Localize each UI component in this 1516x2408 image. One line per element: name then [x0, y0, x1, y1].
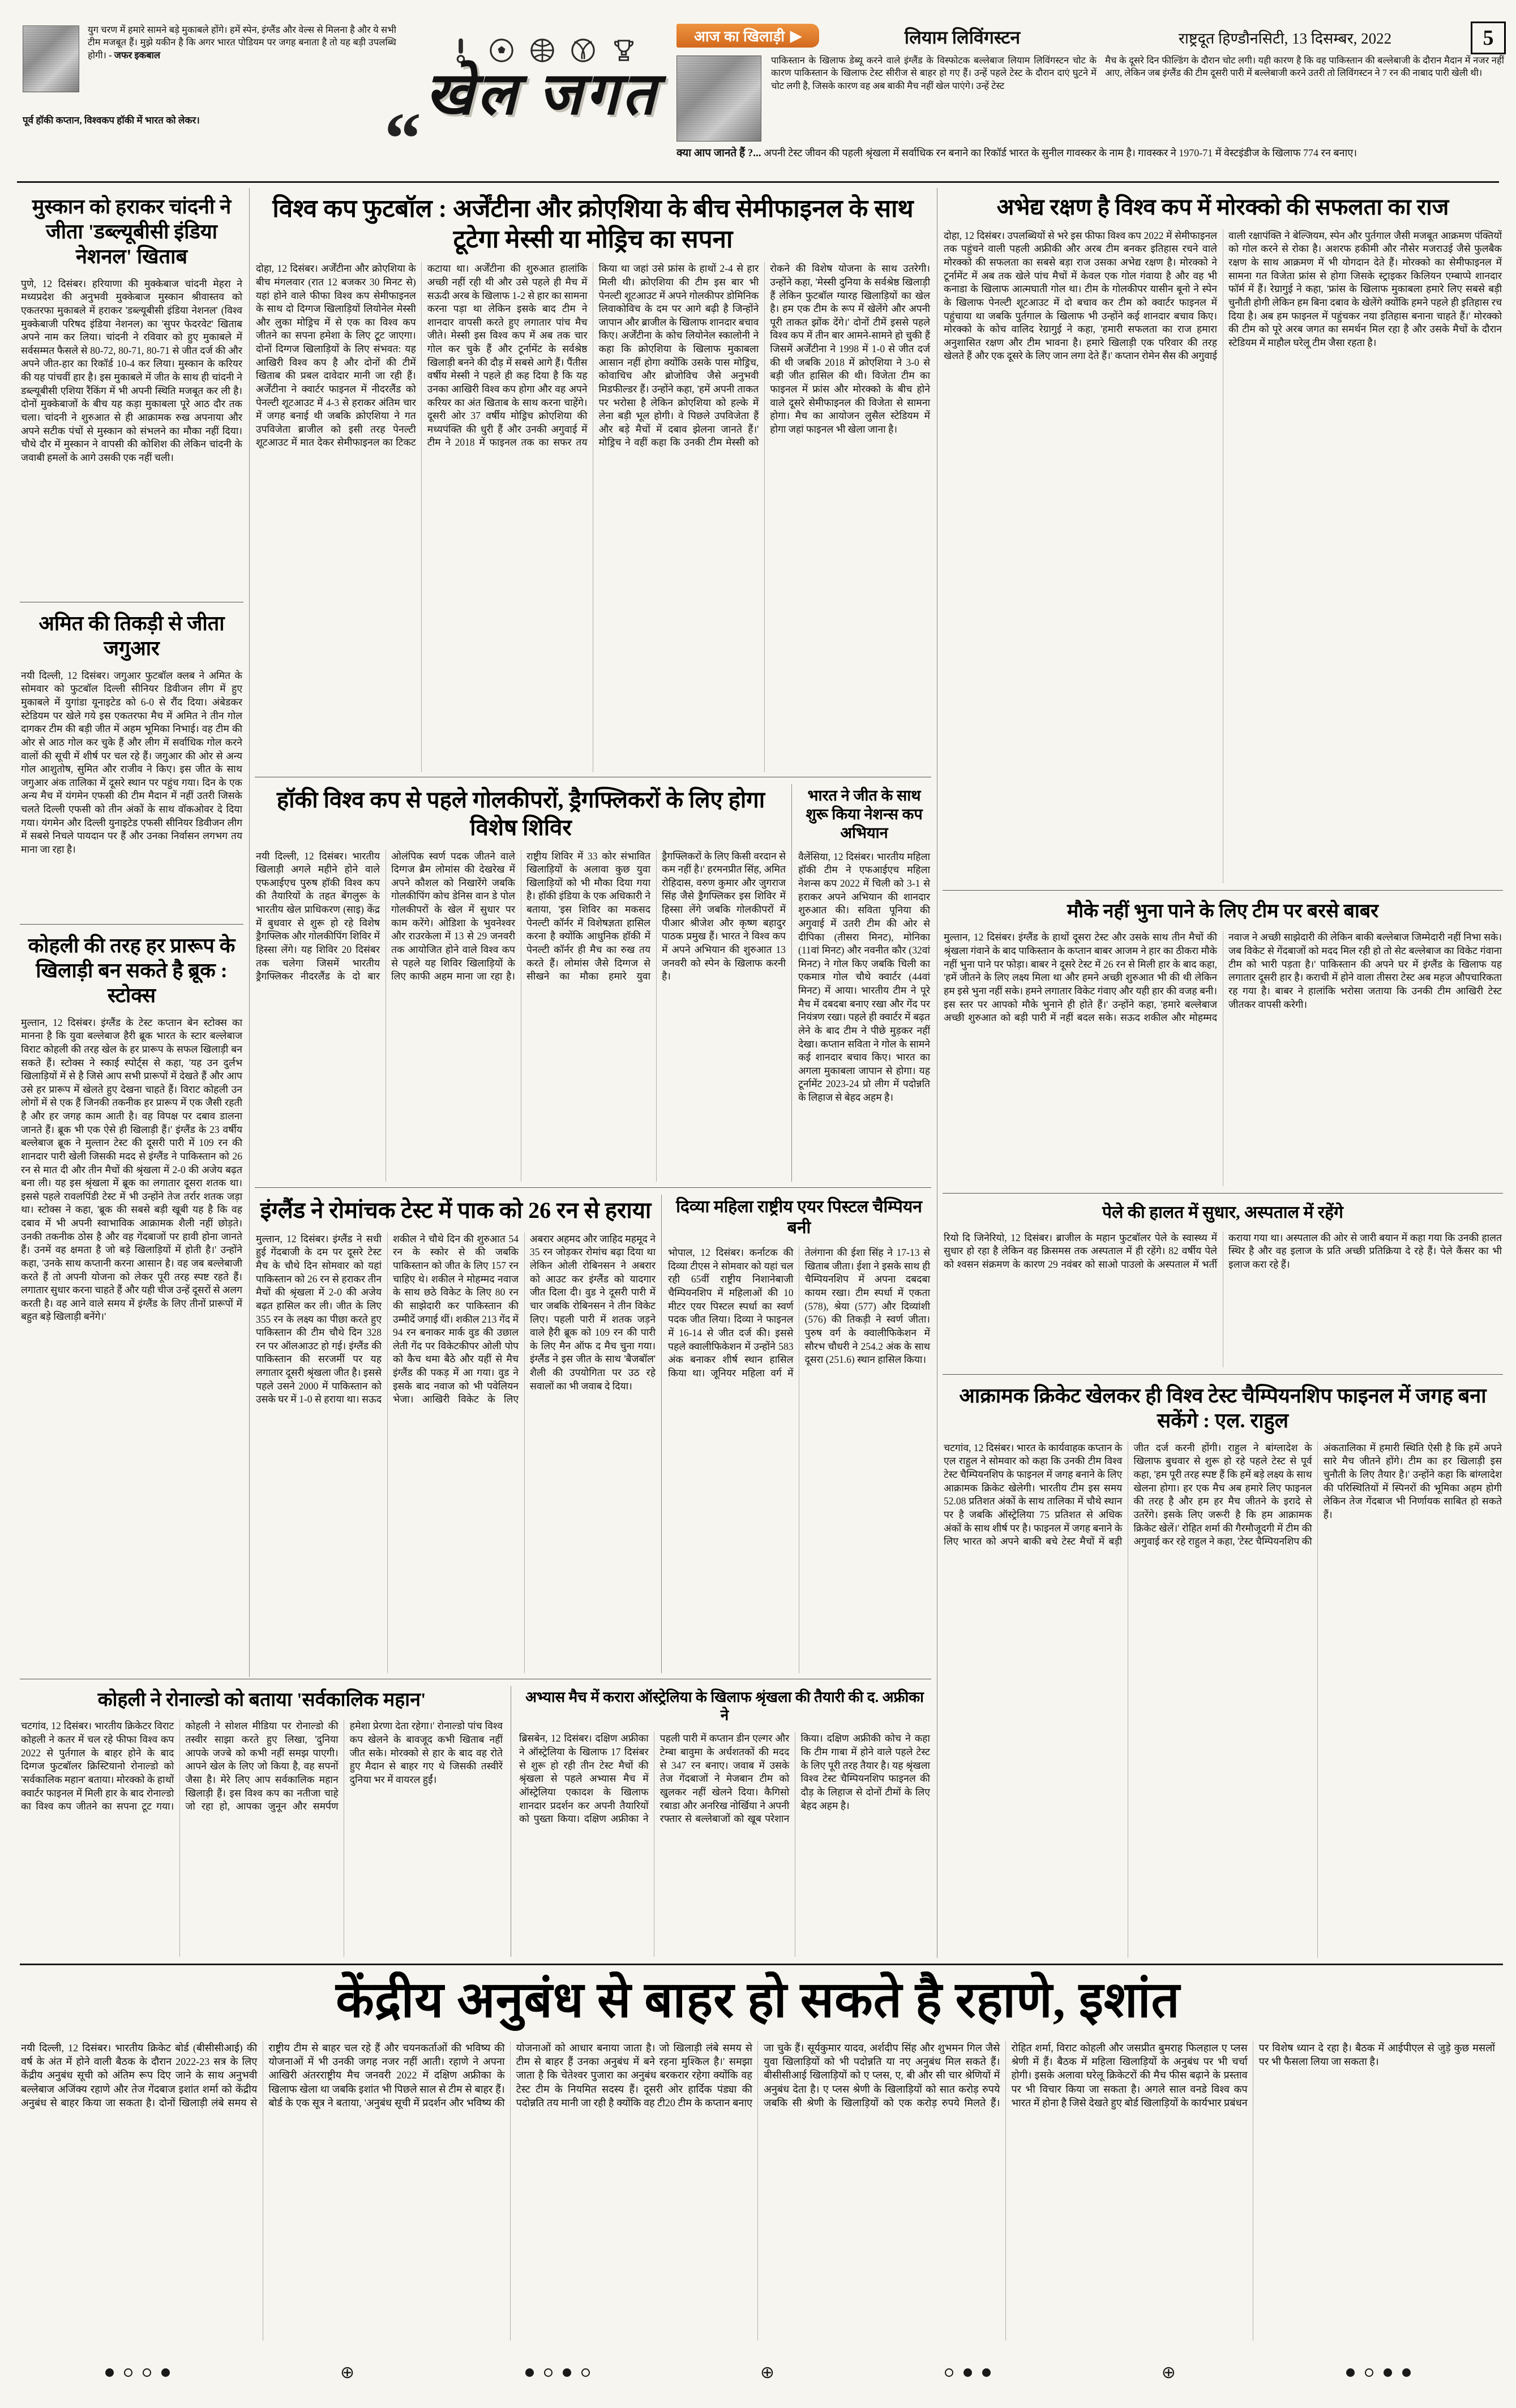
dot	[563, 2368, 571, 2377]
divider	[943, 890, 1503, 891]
basketball-icon	[529, 37, 555, 63]
article-body: मुल्तान, 12 दिसंबर। इंग्लैंड ने सधी हुई गेंदबाजी के दम पर दूसरे टेस्ट मैच के चौथे दिन सोमवार को यहां पाकिस्तान को 26 रन से हराकर तीन मैचों की श्रृंखला में 2-0 की अजेय बढ़त हासिल कर ली। जीत के लिए 355 रन के लक्ष्य का पीछा करते हुए पाकिस्तान की टीम चौथे दिन 328 रन पर ऑलआउट हो गई। इंग्लैंड की पाकिस्तान की सरजमीं पर यह लगातार दूसरी श्रृंखला जीत है। इससे पहले उसने 2000 में पाकिस्तान को उसके घर में 1-0 से हराया था। सऊद शकील ने चौथे दिन की शुरुआत 54 रन के स्कोर से की जबकि पाकिस्तान को जीत के लिए 157 रन चाहिए थे। शकील ने मोहम्मद नवाज के साथ छठे विकेट के लिए 80 रन की साझेदारी कर पाकिस्तान की उम्मीदें जगाई थीं। शकील 213 गेंद में 94 रन बनाकर मार्क वुड की उछाल लेती गेंद पर विकेटकीपर ओली पोप को कैच थमा बैठे और यहीं से मैच इंग्लैंड की पकड़ में आ गया। वुड ने इसके बाद नवाज को भी पवेलियन भेजा। आखिरी विकेट के लिए अबरार अहमद और जाहिद महमूद ने 35 रन जोड़कर रोमांच बढ़ा दिया था लेकिन ओली रोबिनसन ने अबरार को आउट कर इंग्लैंड को यादगार जीत दिला दी। वुड ने दूसरी पारी में चार जबकि रोबिनसन ने तीन विकेट लिए। पहली पारी में शतक जड़ने वाले हैरी ब्रूक को 109 रन की पारी के लिए मैन ऑफ द मैच चुना गया। इंग्लैंड ने इस जीत के साथ 'बैजबॉल' शैली की उपयोगिता पर उठ रहे सवालों का भी जवाब दे दिया।	[256, 1233, 656, 1405]
article-kohli-ronaldo	[20, 1686, 504, 1957]
article-headline: अभेद्य रक्षण है विश्व कप में मोरक्को की सफलता का राज	[996, 194, 1449, 220]
article-headline: कोहली की तरह हर प्रारूप के खिलाड़ी बन सकते है ब्रूक : स्टोक्स	[28, 934, 235, 1007]
article-body: नयी दिल्ली, 12 दिसंबर। जगुआर फुटबॉल क्लब ने अमित के सोमवार को फुटबॉल दिल्ली सीनियर डिवीजन लीग में हुए मुकाबले में युगांडा यूनाइटेड को 6-0 से रौंद दिया। अंबेडकर स्टेडियम पर खेले गये इस एकतरफा मैच में अमित ने तीन गोल दागकर टीम की बड़ी जीत में अहम भूमिका निभाई। वह टीम की ओर से आठ गोल कर चुके हैं और लीग में सर्वाधिक गोल करने वालों की सूची में शीर्ष पर चल रहे हैं। जगुआर की ओर से अन्य गोल आशुतोष, सुमित और राजीव ने किए। इस जीत के साथ जगुआर अंक तालिका में दूसरे स्थान पर पहुंच गया। दिन के एक अन्य मैच में यंगमेन एफसी की टीम मैदान में नहीं उतरी जिसके चलते दिल्ली एफसी को तीन अंकों के साथ वॉकओवर दे दिया गया। यंगमेन और दिल्ली युनाइटेड एफसी सीनियर डिवीजन लीग में सबसे निचले पायदान पर हैं और उनका निर्वासन लगभग तय माना जा रहा है।	[21, 669, 242, 855]
dot	[124, 2368, 132, 2377]
did-you-know-strip	[676, 146, 1504, 178]
article-england-pakistan-test	[255, 1195, 657, 1673]
article-body: दोहा, 12 दिसंबर। उपलब्धियों से भरे इस फीफा विश्व कप 2022 में सेमीफाइनल तक पहुंचने वाली पहली अफ्रीकी और अरब टीम बनकर इतिहास रचने वाले मोरक्को की सफलता का सबसे बड़ा राज उसका अभेद्य रक्षण है। मोरक्को ने टूर्नामेंट में अब तक खेले पांच मैचों में केवल एक गोल गंवाया है और वह भी कनाडा के खिलाफ आत्मघाती गोल था। टीम के गोलकीपर यासीन बूनो ने स्पेन के खिलाफ पेनल्टी शूटआउट में दो बचाव कर टीम को क्वार्टर फाइनल में पहुंचाया था जबकि पुर्तगाल के खिलाफ भी उन्होंने कई शानदार बचाव किए। मोरक्को के कोच वालिद रेग्रागुई ने कहा, 'हमारी सफलता का राज हमारा अनुशासित रक्षण और टीम भावना है। हमारे खिलाड़ी एक परिवार की तरह खेलते हैं और एक दूसरे के लिए जान लगा देते हैं।' कप्तान रोमेन सैस की अगुवाई वाली रक्षापंक्ति ने बेल्जियम, स्पेन और पुर्तगाल जैसी मजबूत आक्रमण पंक्तियों को गोल करने से रोका है। अशरफ हकीमी और नौसेर मजराउई जैसे फुलबैक रक्षण के साथ आक्रमण में भी योगदान देते हैं। मोरक्को का सेमीफाइनल में सामना गत विजेता फ्रांस से होगा जिसके स्ट्राइकर किलियन एम्बाप्पे शानदार फॉर्म में हैं। रेग्रागुई ने कहा, 'फ्रांस के खिलाफ मुकाबला हमारे लिए सबसे बड़ी चुनौती होगी लेकिन हम बिना दबाव के खेलेंगे क्योंकि हमने पहले ही इतिहास रच दिया है। अब हम फाइनल में पहुंचकर नया इतिहास बनाना चाहते हैं।' मोरक्को की टीम को पूरे अरब जगत का समर्थन मिल रहा है और उसके मैचों के दौरान स्टेडियम में माहौल घरेलू टीम जैसा रहता है।	[944, 229, 1502, 362]
football-icon	[489, 37, 515, 63]
footer-dot-group	[1346, 2368, 1411, 2377]
column-rule	[249, 188, 250, 1677]
article-south-africa-practice	[518, 1686, 931, 1957]
column-rule	[791, 784, 792, 1182]
article-headline: मुस्कान को हराकर चांदनी ने जीता 'डब्ल्यूबीसी इंडिया नेशनल' खिताब	[32, 195, 232, 268]
did-you-know-text: अपनी टेस्ट जीवन की पहली श्रृंखला में सर्वाधिक रन बनाने का रिकॉर्ड भारत के सुनील गावस्कर के नाम है। गावस्कर ने 1970-71 में वेस्टइंडीज के खिलाफ 774 रन बनाए।	[764, 147, 1357, 159]
divider	[943, 1193, 1503, 1194]
player-of-day-name: लियाम लिविंगस्टन	[904, 27, 1021, 48]
quote-block	[88, 24, 396, 109]
header-divider	[17, 181, 1499, 183]
masthead-title: खेल जगत	[425, 62, 659, 127]
player-of-day-text-1: पाकिस्तान के खिलाफ डेब्यू करने वाले इंग्लैंड के विस्फोटक बल्लेबाज लियाम लिविंगस्टन चोट के कारण पाकिस्तान के खिलाफ टेस्ट सीरीज से बाहर हो गए हैं। उन्हें पहले टेस्ट के दौरान दाएं घुटने में चोट लगी है, जिसके कारण वह अब बाकी मैच नहीं खेल पाएंगे। उन्हें टेस्ट	[771, 55, 1097, 91]
article-body: नयी दिल्ली, 12 दिसंबर। भारतीय क्रिकेट बोर्ड (बीसीसीआई) की वर्ष के अंत में होने वाली बैठक के दौरान 2022-23 सत्र के लिए केंद्रीय अनुबंध सूची को अंतिम रूप दिए जाने के साथ अनुभवी बल्लेबाज अजिंक्य रहाणे और तेज गेंदबाज इशांत शर्मा को केंद्रीय अनुबंध से बाहर किया जा सकता है। दोनों खिलाड़ी लंबे समय से राष्ट्रीय टीम से बाहर चल रहे हैं और चयनकर्ताओं की भविष्य की योजनाओं में भी उनकी जगह नजर नहीं आती। रहाणे ने अपना आखिरी अंतरराष्ट्रीय मैच जनवरी 2022 में दक्षिण अफ्रीका के खिलाफ खेला था जबकि इशांत भी पिछले साल से टीम से बाहर हैं। बोर्ड के एक सूत्र ने बताया, 'अनुबंध सूची में प्रदर्शन और भविष्य की योजनाओं को आधार बनाया जाता है। जो खिलाड़ी लंबे समय से टीम से बाहर हैं उनका अनुबंध में बने रहना मुश्किल है।' समझा जाता है कि चेतेश्वर पुजारा का अनुबंध बरकरार रहेगा क्योंकि वह टेस्ट टीम के नियमित सदस्य हैं। दूसरी ओर हार्दिक पंड्या की पदोन्नति तय मानी जा रही है क्योंकि वह टी20 टीम के कप्तान बनाए जा चुके हैं। सूर्यकुमार यादव, अर्शदीप सिंह और शुभमन गिल जैसे युवा खिलाड़ियों को भी पदोन्नति या नए अनुबंध मिल सकते हैं। बीसीसीआई खिलाड़ियों को ए प्लस, ए, बी और सी चार श्रेणियों में अनुबंध देता है। ए प्लस श्रेणी के खिलाड़ियों को सात करोड़ रुपये जबकि सी श्रेणी के खिलाड़ियों को एक करोड़ रुपये मिलते हैं। रोहित शर्मा, विराट कोहली और जसप्रीत बुमराह फिलहाल ए प्लस श्रेणी में हैं। बैठक में महिला खिलाड़ियों के अनुबंध पर भी चर्चा होगी। इसके अलावा घरेलू क्रिकेटरों की मैच फीस बढ़ाने के प्रस्ताव पर भी विचार किया जा सकता है। अगले साल वनडे विश्व कप भारत में होना है जिसे देखते हुए बोर्ड खिलाड़ियों के कार्यभार प्रबंधन पर विशेष ध्यान दे रहा है। बैठक में आईपीएल से जुड़े कुछ मसलों पर भी फैसला लिया जा सकता है।	[21, 2042, 1495, 2108]
quote-text: युग चरण में हमारे सामने बड़े मुकाबले होंगे। हमें स्पेन, इंग्लैंड और वेल्स से मिलना है और ये सभी टीम मजबूत हैं। मुझे यकीन है कि अगर भारत पोडियम पर जगह बनाता है तो यह बड़ी उपलब्धि होगी।	[88, 24, 396, 61]
article-headline: विश्व कप फुटबॉल : अर्जेंटीना और क्रोएशिया के बीच सेमीफाइनल के साथ टूटेगा मेस्सी या मोड्रिच का सपना	[272, 195, 914, 253]
article-headline: आक्रामक क्रिकेट खेलकर ही विश्व टेस्ट चैम्पियनशिप फाइनल में जगह बना सकेंगे : एल. राहुल	[959, 1384, 1487, 1432]
trophy-icon	[611, 37, 637, 63]
dot	[1384, 2368, 1392, 2377]
masthead	[384, 19, 674, 179]
dot	[1346, 2368, 1355, 2377]
footer-dot-group	[525, 2368, 590, 2377]
masthead-sports-icons	[410, 19, 674, 63]
divider	[943, 1374, 1503, 1375]
dot	[581, 2368, 590, 2377]
article-brook-stokes	[20, 931, 243, 1673]
dot	[963, 2368, 972, 2377]
article-nations-cup	[797, 784, 931, 1182]
article-chandni-boxing	[20, 193, 243, 599]
article-pele-health	[943, 1200, 1503, 1367]
did-you-know-label: क्या आप जानते हैं ?...	[676, 147, 761, 159]
article-headline: केंद्रीय अनुबंध से बाहर हो सकते है रहाणे, इशांत	[336, 1973, 1180, 2028]
registration-cross-icon: ⊕	[1161, 2362, 1176, 2383]
registration-cross-icon: ⊕	[760, 2362, 775, 2383]
tennis-ball-icon	[570, 37, 596, 63]
article-headline: कोहली ने रोनाल्डो को बताया 'सर्वकालिक महान'	[97, 1690, 426, 1710]
article-body: ब्रिसबेन, 12 दिसंबर। दक्षिण अफ्रीका ने ऑस्ट्रेलिया के खिलाफ 17 दिसंबर से शुरू हो रही तीन टेस्ट मैचों की श्रृंखला से पहले अभ्यास मैच में ऑस्ट्रेलिया एकादश के खिलाफ शानदार प्रदर्शन कर अपनी तैयारियों को पुख्ता किया। दक्षिण अफ्रीका ने पहली पारी में कप्तान डीन एल्गर और टेम्बा बावुमा के अर्धशतकों की मदद से 347 रन बनाए। जवाब में उसके तेज गेंदबाजों ने मेजबान टीम को खुलकर नहीं खेलने दिया। कैगिसो रबाडा और अनरिख नोर्खिया ने अपनी रफ्तार से बल्लेबाजों को खूब परेशान किया। दक्षिण अफ्रीकी कोच ने कहा कि टीम गाबा में होने वाले पहले टेस्ट के लिए पूरी तरह तैयार है। यह श्रृंखला विश्व टेस्ट चैम्पियनशिप फाइनल की दौड़ के लिहाज से दोनों टीमों के लिए बेहद अहम है।	[519, 1733, 930, 1825]
player-of-day-label-text: आज का खिलाड़ी	[693, 28, 785, 45]
article-headline: पेले की हालत में सुधार, अस्पताल में रहेंगे	[1102, 1203, 1343, 1222]
player-of-day-label	[676, 24, 819, 48]
quote-attribution: - जफर इकबाल	[108, 49, 161, 61]
dot	[161, 2368, 170, 2377]
registration-cross-icon: ⊕	[340, 2362, 355, 2383]
article-headline: भारत ने जीत के साथ शुरू किया नेशन्स कप अभियान	[806, 787, 923, 841]
article-kl-rahul-wtc	[943, 1382, 1503, 1958]
footer-registration-marks	[20, 2355, 1496, 2389]
article-body: मुल्तान, 12 दिसंबर। इंग्लैंड के टेस्ट कप्तान बेन स्टोक्स का मानना है कि युवा बल्लेबाज हैरी ब्रूक भारत के स्टार बल्लेबाज विराट कोहली की तरह खेल के हर प्रारूप के सफल खिलाड़ी बन सकते हैं। स्टोक्स ने स्काई स्पोर्ट्स से कहा, 'यह उन दुर्लभ खिलाड़ियों में से है जिसे आप सभी प्रारूपों में देखते हैं और आप उसे हर प्रारूप में खेलते हुए देखना चाहते हैं। विराट कोहली उन लोगों में से एक हैं जिनकी तकनीक हर प्रारूप में एक जैसी रहती है और हर जगह काम आती है। वह विपक्ष पर दबाव डालना जानते हैं। ब्रूक भी एक ऐसे ही खिलाड़ी हैं।' इंग्लैंड के 23 वर्षीय बल्लेबाज ब्रूक ने मुल्तान टेस्ट की दूसरी पारी में 109 रन की शानदार पारी खेली जिसकी मदद से इंग्लैंड ने पाकिस्तान को 26 रन से मात दी और तीन मैचों की श्रृंखला में 2-0 की अजेय बढ़त बना ली। यह इस श्रृंखला में ब्रूक का लगातार दूसरा शतक था। इससे पहले रावलपिंडी टेस्ट में भी उन्होंने तेज तर्रार शतक जड़ा था। स्टोक्स ने कहा, 'ब्रूक की सबसे बड़ी खूबी यह है कि वह दबाव में भी अपनी स्वाभाविक आक्रामक शैली नहीं छोड़ते। उनकी तकनीक ठोस है और वह गेंदबाजों पर हावी होना जानते हैं। उनमें वह क्षमता है जो बड़े खिलाड़ियों में होती है।' उन्होंने कहा, 'उनके साथ कप्तानी करना आसान है। वह जब बल्लेबाजी करते हैं तो अपनी योजना को लेकर पूरी तरह स्पष्ट रहते हैं। लगातार सुधार करना चाहते हैं और यही चीज उन्हें दूसरों से अलग करती है। वह आने वाले समय में इंग्लैंड के लिए तीनों प्रारूपों में बहुत बड़े खिलाड़ी बनेंगे।'	[21, 1016, 242, 1323]
arrow-right-icon: ▶	[790, 27, 802, 44]
article-body: चटगांव, 12 दिसंबर। भारत के कार्यवाहक कप्तान के एल राहुल ने सोमवार को कहा कि उनकी टीम विश्व टेस्ट चैम्पियनशिप के फाइनल में जगह बनाने के लिए आक्रामक क्रिकेट खेलेगी। भारतीय टीम इस समय 52.08 प्रतिशत अंकों के साथ तालिका में चौथे स्थान पर है जबकि ऑस्ट्रेलिया 75 प्रतिशत से अधिक अंकों के साथ शीर्ष पर है। फाइनल में जगह बनाने के लिए भारत को अपने बाकी बचे टेस्ट मैचों में बड़ी जीत दर्ज करनी होंगी। राहुल ने बांग्लादेश के खिलाफ बुधवार से शुरू हो रहे पहले टेस्ट से पूर्व कहा, 'हम पूरी तरह स्पष्ट हैं कि हमें बड़े लक्ष्य के साथ खेलना होगा। हर एक मैच अब हमारे लिए फाइनल की तरह है और हम हर मैच जीतने के इरादे से उतरेंगे। इसके लिए जरूरी है कि हम आक्रामक क्रिकेट खेलें।' रोहित शर्मा की गैरमौजूदगी में टीम की अगुवाई कर रहे राहुल ने कहा, 'टेस्ट चैम्पियनशिप की अंकतालिका में हमारी स्थिति ऐसी है कि हमें अपने सारे मैच जीतने होंगे। टीम का हर खिलाड़ी इस चुनौती के लिए तैयार है।' उन्होंने कहा कि बांग्लादेश की परिस्थितियों में स्पिनरों की भूमिका अहम होगी लेकिन तेज गेंदबाज भी निर्णायक साबित हो सकते हैं।	[944, 1442, 1502, 1547]
banner-divider	[20, 1964, 1503, 1965]
dot	[143, 2368, 151, 2377]
article-jaguar-football	[20, 609, 243, 918]
article-body: भोपाल, 12 दिसंबर। कर्नाटक की दिव्या टीएस ने सोमवार को यहां चल रही 65वीं राष्ट्रीय निशानेबाजी चैम्पियनशिप में महिलाओं की 10 मीटर एयर पिस्टल स्पर्धा का स्वर्ण पदक जीत लिया। दिव्या ने फाइनल में 16-14 से जीत दर्ज की। इससे पहले क्वालीफिकेशन में उन्होंने 583 अंक बनाकर शीर्ष स्थान हासिल किया था। जूनियर महिला वर्ग में तेलंगाना की ईशा सिंह ने 17-13 से खिताब जीता। ईशा ने इसके साथ ही चैम्पियनशिप में अपना दबदबा कायम रखा। टीम स्पर्धा में एकता (578), श्रेया (577) और दिव्यांशी (576) की तिकड़ी ने स्वर्ण जीता। पुरुष वर्ग के क्वालीफिकेशन में सौरभ चौधरी ने 254.2 अंक के साथ दूसरा (251.6) स्थान हासिल किया।	[668, 1247, 930, 1379]
dot	[945, 2368, 953, 2377]
dot	[982, 2368, 991, 2377]
dot	[1402, 2368, 1411, 2377]
article-body: रियो दि जिनेरियो, 12 दिसंबर। ब्राजील के महान फुटबॉलर पेले के स्वास्थ्य में सुधार हो रहा है लेकिन वह क्रिसमस तक अस्पताल में ही रहेंगे। 82 वर्षीय पेले को श्वसन संक्रमण के कारण 29 नवंबर को साओ पाउलो के अस्पताल में भर्ती कराया गया था। अस्पताल की ओर से जारी बयान में कहा गया कि उनकी हालत स्थिर है और वह इलाज के प्रति अच्छी प्रतिक्रिया दे रहे हैं। पेले कैंसर का भी इलाज करा रहे हैं।	[944, 1231, 1502, 1270]
edition-dateline: राष्ट्रदूत हिण्डौनसिटी, 13 दिसम्बर, 2022	[1178, 30, 1392, 47]
article-headline: दिव्या महिला राष्ट्रीय एयर पिस्टल चैम्पियन बनी	[676, 1197, 922, 1237]
player-of-day-text-2: मैच के दूसरे दिन फील्डिंग के दौरान चोट लगी। यही कारण है कि वह पाकिस्तान की बल्लेबाजी के दौरान मैदान में नजर नहीं आए, लेकिन जब इंग्लैंड की टीम दूसरी पारी में बल्लेबाजी करने उतरी तो लिविंगस्टन ने 7 रन की नाबाद पारी खेली थी।	[1105, 55, 1504, 79]
article-body: दोहा, 12 दिसंबर। अर्जेंटीना और क्रोएशिया के बीच मंगलवार (रात 12 बजकर 30 मिनट से) यहां होने वाले फीफा विश्व कप सेमीफाइनल के साथ दो दिग्गज खिलाड़ियों लियोनेल मेस्सी और लुका मोड्रिच में से एक का विश्व कप जीतने का सपना हमेशा के लिए टूट जाएगा। दोनों दिग्गज खिलाड़ियों के लिए संभवत: यह आखिरी विश्व कप है और दोनों की टीमें खिताब की प्रबल दावेदार मानी जा रही हैं। अर्जेंटीना ने क्वार्टर फाइनल में नीदरलैंड को पेनल्टी शूटआउट में 4-3 से हराकर अंतिम चार में जगह बनाई थी जबकि क्रोएशिया ने गत उपविजेता ब्राजील को इसी तरह पेनल्टी शूटआउट में मात देकर सेमीफाइनल का टिकट कटाया था। अर्जेंटीना की शुरुआत हालांकि अच्छी नहीं रही थी और उसे पहले ही मैच में सऊदी अरब के खिलाफ 1-2 से हार का सामना करना पड़ा था लेकिन इसके बाद टीम ने शानदार वापसी करते हुए लगातार पांच मैच जीते। मेस्सी इस विश्व कप में अब तक चार गोल कर चुके हैं और टूर्नामेंट के सर्वश्रेष्ठ खिलाड़ी बनने की दौड़ में सबसे आगे हैं। पैंतीस वर्षीय मेस्सी ने पहले ही कह दिया है कि यह उनका आखिरी विश्व कप होगा और वह अपने करियर का अंत खिताब के साथ करना चाहेंगे। दूसरी ओर 37 वर्षीय मोड्रिच क्रोएशिया की मध्यपंक्ति की धुरी हैं और उनकी अगुवाई में टीम ने 2018 में फाइनल तक का सफर तय किया था जहां उसे फ्रांस के हाथों 2-4 से हार मिली थी। क्रोएशिया की टीम इस बार भी पेनल्टी शूटआउट में अपने गोलकीपर डोमिनिक लिवाकोविच के दम पर आगे बढ़ी है जिन्होंने जापान और ब्राजील के खिलाफ शानदार बचाव किए। अर्जेंटीना के कोच लियोनेल स्कालोनी ने कहा कि क्रोएशिया के खिलाफ मुकाबला आसान नहीं होगा क्योंकि उसके पास मोड्रिच, कोवाचिच और ब्रोजोविच जैसे अनुभवी मिडफील्डर हैं। उन्होंने कहा, 'हमें अपनी ताकत पर भरोसा है लेकिन क्रोएशिया को हल्के में लेना बड़ी भूल होगी। वे पिछले उपविजेता हैं और बड़े मैचों में दबाव झेलना जानते हैं।' मोड्रिच ने वहीं कहा कि उनकी टीम मेस्सी को रोकने की विशेष योजना के साथ उतरेगी। उन्होंने कहा, 'मेस्सी दुनिया के सर्वश्रेष्ठ खिलाड़ी हैं लेकिन फुटबॉल ग्यारह खिलाड़ियों का खेल है। हम एक टीम के रूप में खेलेंगे और अपनी पूरी ताकत झोंक देंगे।' दोनों टीमें इससे पहले विश्व कप में तीन बार आमने-सामने हो चुकी हैं जिसमें अर्जेंटीना ने 1998 में 1-0 से जीत दर्ज की थी जबकि 2018 में क्रोएशिया ने 3-0 से बड़ी जीत हासिल की थी। विजेता टीम का फाइनल में फ्रांस और मोरक्को के बीच होने वाले दूसरे सेमीफाइनल की विजेता से सामना होगा। मैच का आयोजन लुसैल स्टेडियम में होगा जहां फाइनल भी खेला जाना है।	[256, 263, 930, 448]
dot	[1365, 2368, 1373, 2377]
quote-caption: पूर्व हॉकी कप्तान, विश्वकप हॉकी में भारत को लेकर।	[23, 115, 200, 126]
article-central-contract	[20, 1971, 1496, 2341]
article-hockey-camp	[255, 784, 787, 1182]
article-headline: अभ्यास मैच में करारा ऑस्ट्रेलिया के खिलाफ श्रृंखला की तैयारी की द. अफ्रीका ने	[525, 1689, 924, 1723]
article-headline: हॉकी विश्व कप से पहले गोलकीपरों, ड्रैगफ्लिकरों के लिए होगा विशेष शिविर	[276, 787, 765, 840]
divider	[20, 924, 243, 925]
article-body: नयी दिल्ली, 12 दिसंबर। भारतीय खिलाड़ी अगले महीने होने वाले एफआईएच पुरुष हॉकी विश्व कप की तैयारियों के तहत बेंगलुरू के भारतीय खेल प्राधिकरण (साइ) केंद्र में बुधवार से शुरू हो रहे विशेष ड्रैगफ्लिक और गोलकीपिंग शिविर में हिस्सा लेंगे। यह शिविर 20 दिसंबर तक चलेगा जिसमें भारतीय ड्रैगफ्लिकर नीदरलैंड के दो बार ओलंपिक स्वर्ण पदक जीतने वाले दिग्गज ब्रैम लोमांस की देखरेख में अपने कौशल को निखारेंगे जबकि गोलकीपिंग कोच डेनिस वान डे पोल गोलकीपरों के खेल में सुधार पर काम करेंगे। ओडिशा के भुवनेश्वर और राउरकेला में 13 से 29 जनवरी तक आयोजित होने वाले विश्व कप से पहले यह शिविर खिलाड़ियों के लिए काफी अहम माना जा रहा है। राष्ट्रीय शिविर में 33 कोर संभावित खिलाड़ियों के अलावा कुछ युवा खिलाड़ियों को भी मौका दिया गया है। हॉकी इंडिया के एक अधिकारी ने बताया, 'इस शिविर का मकसद पेनल्टी कॉर्नर में विशेषज्ञता हासिल करना है क्योंकि आधुनिक हॉकी में पेनल्टी कॉर्नर ही मैच का रुख तय करते हैं। लोमांस जैसे दिग्गज से सीखने का मौका हमारे युवा ड्रैगफ्लिकरों के लिए किसी वरदान से कम नहीं है।' हरमनप्रीत सिंह, अमित रोहिदास, वरुण कुमार और जुगराज सिंह जैसे ड्रैगफ्लिकर इस शिविर में हिस्सा लेंगे जबकि गोलकीपरों में पीआर श्रीजेश और कृष्ण बहादुर पाठक प्रमुख हैं। भारत ने विश्व कप में अपने अभियान की शुरुआत 13 जनवरी को स्पेन के खिलाफ करनी है।	[256, 850, 786, 982]
player-of-day-photo	[676, 55, 761, 142]
footer-dot-group	[105, 2368, 170, 2377]
article-headline: मौके नहीं भुना पाने के लिए टीम पर बरसे बाबर	[1067, 901, 1379, 922]
dot	[544, 2368, 553, 2377]
article-body: पुणे, 12 दिसंबर। हरियाणा की मुक्केबाज चांदनी मेहरा ने मध्यप्रदेश की अनुभवी मुक्केबाज मुस्कान श्रीवास्तव को एकतरफा मुकाबले में हराकर 'डब्ल्यूबीसी इंडिया नेशनल' (विश्व मुक्केबाजी परिषद इंडिया नेशनल) का 'सुपर फेदरवेट' खिताब अपने नाम कर लिया। चांदनी ने रविवार को हुए मुकाबले में सर्वसम्मत फैसले से 80-72, 80-71, 80-71 से जीत दर्ज की और अपने जीत-हार का रिकॉर्ड 10-4 कर लिया। मुस्कान के करियर की यह पांचवीं हार है। इस मुकाबले में जीत के साथ ही चांदनी ने डब्ल्यूबीसी एशिया रैंकिंग में भी अपनी स्थिति मजबूत कर ली है। दोनों मुक्केबाजों के बीच यह कड़ा मुकाबला पूरे आठ दौर तक चला। चांदनी ने शुरुआत से ही आक्रामक रुख अपनाया और अपने सटीक पंचों से मुस्कान को संभलने का मौका नहीं दिया। चौथे दौर में मुस्कान ने वापसी की कोशिश की लेकिन चांदनी के जवाबी हमलों के आगे उसकी एक नहीं चली।	[21, 277, 242, 463]
article-morocco-defence	[943, 191, 1503, 883]
article-headline: अमित की तिकड़ी से जीता जगुआर	[38, 612, 225, 660]
article-divya-shooting	[667, 1195, 931, 1673]
article-world-cup-semifinal	[255, 191, 931, 772]
columnist-photo	[23, 25, 79, 92]
article-body: मुल्तान, 12 दिसंबर। इंग्लैंड के हाथों दूसरा टेस्ट और उसके साथ तीन मैचों की श्रृंखला गंवाने के बाद पाकिस्तान के कप्तान बाबर आजम ने हार का ठीकरा मौके नहीं भुना पाने पर फोड़ा। बाबर ने दूसरे टेस्ट में 26 रन से मिली हार के बाद कहा, 'हमें जीतने के लिए लक्ष्य मिला था और हमने अच्छी शुरुआत भी की थी लेकिन हम इसे भुना नहीं सके। हमने लगातार विकेट गंवाए और यही हार की वजह बनी। इस स्तर पर आपको मौके भुनाने ही होते हैं।' उन्होंने कहा, 'हमारे बल्लेबाज अच्छी शुरुआत को बड़ी पारी में नहीं बदल सके। सऊद शकील और मोहम्मद नवाज ने अच्छी साझेदारी की लेकिन बाकी बल्लेबाज जिम्मेदारी नहीं निभा सके। जब विकेट से गेंदबाजों को मदद मिल रही हो तो सेट बल्लेबाज का विकेट गंवाना टीम को भारी पड़ता है।' पाकिस्तान की अपने घर में इंग्लैंड के खिलाफ यह लगातार दूसरी हार है। कराची में होने वाला तीसरा टेस्ट अब महज औपचारिकता रह गया है। बाबर ने हालांकि भरोसा जताया कि उनकी टीम आखिरी टेस्ट जीतकर वापसी करेगी।	[944, 931, 1502, 1024]
decorative-quote-mark: “	[384, 98, 421, 179]
dot	[105, 2368, 114, 2377]
divider	[255, 1187, 931, 1188]
page-number: 5	[1471, 22, 1506, 54]
column-rule	[661, 1195, 662, 1673]
article-body: वैलेंसिया, 12 दिसंबर। भारतीय महिला हॉकी टीम ने एफआईएच महिला नेशन्स कप 2022 में चिली को 3-1 से हराकर अपने अभियान की शानदार शुरुआत की। सविता पूनिया की अगुवाई में उतरी टीम की ओर से दीपिका (तीसरा मिनट), मोनिका (11वां मिनट) और नवनीत कौर (32वां मिनट) ने गोल किए जबकि चिली का एकमात्र गोल चौथे क्वार्टर (44वां मिनट) में आया। भारतीय टीम ने पूरे मैच में दबदबा बनाए रखा और गेंद पर नियंत्रण रखा। पहले ही क्वार्टर में बढ़त लेने के बाद टीम ने पीछे मुड़कर नहीं देखा। कप्तान सविता ने गोल के सामने कई शानदार बचाव किए। भारत का अगला मुकाबला जापान से होगा। यह टूर्नामेंट 2023-24 प्रो लीग में पदोन्नति के लिहाज से बेहद अहम है।	[798, 850, 930, 1104]
dot	[525, 2368, 534, 2377]
article-body: चटगांव, 12 दिसंबर। भारतीय क्रिकेटर विराट कोहली ने कतर में चल रहे फीफा विश्व कप 2022 से पुर्तगाल के बाहर होने के बाद दिग्गज फुटबॉलर क्रिस्टियानो रोनाल्डो को 'सर्वकालिक महान' बताया। मोरक्को के हाथों क्वार्टर फाइनल में मिली हार के बाद रोनाल्डो का विश्व कप जीतने का सपना टूट गया। कोहली ने सोशल मीडिया पर रोनाल्डो की तस्वीर साझा करते हुए लिखा, 'दुनिया आपके जज्बे को कभी नहीं समझ पाएगी। आपने खेल के लिए जो किया है, वह सपनों जैसा है। मेरे लिए आप सर्वकालिक महान खिलाड़ी हैं। इस विश्व कप का नतीजा चाहे जो रहा हो, आपका जुनून और समर्पण हमेशा प्रेरणा देता रहेगा।' रोनाल्डो पांच विश्व कप खेलने के बावजूद कभी खिताब नहीं जीत सके। मोरक्को से हार के बाद वह रोते हुए मैदान से बाहर गए थे जिसकी तस्वीरें दुनिया भर में वायरल हुईं।	[21, 1720, 503, 1812]
footer-dot-group	[945, 2368, 991, 2377]
cricket-bat-icon	[448, 37, 474, 63]
article-babar-azam	[943, 897, 1503, 1186]
article-headline: इंग्लैंड ने रोमांचक टेस्ट में पाक को 26 रन से हराया	[260, 1197, 652, 1223]
